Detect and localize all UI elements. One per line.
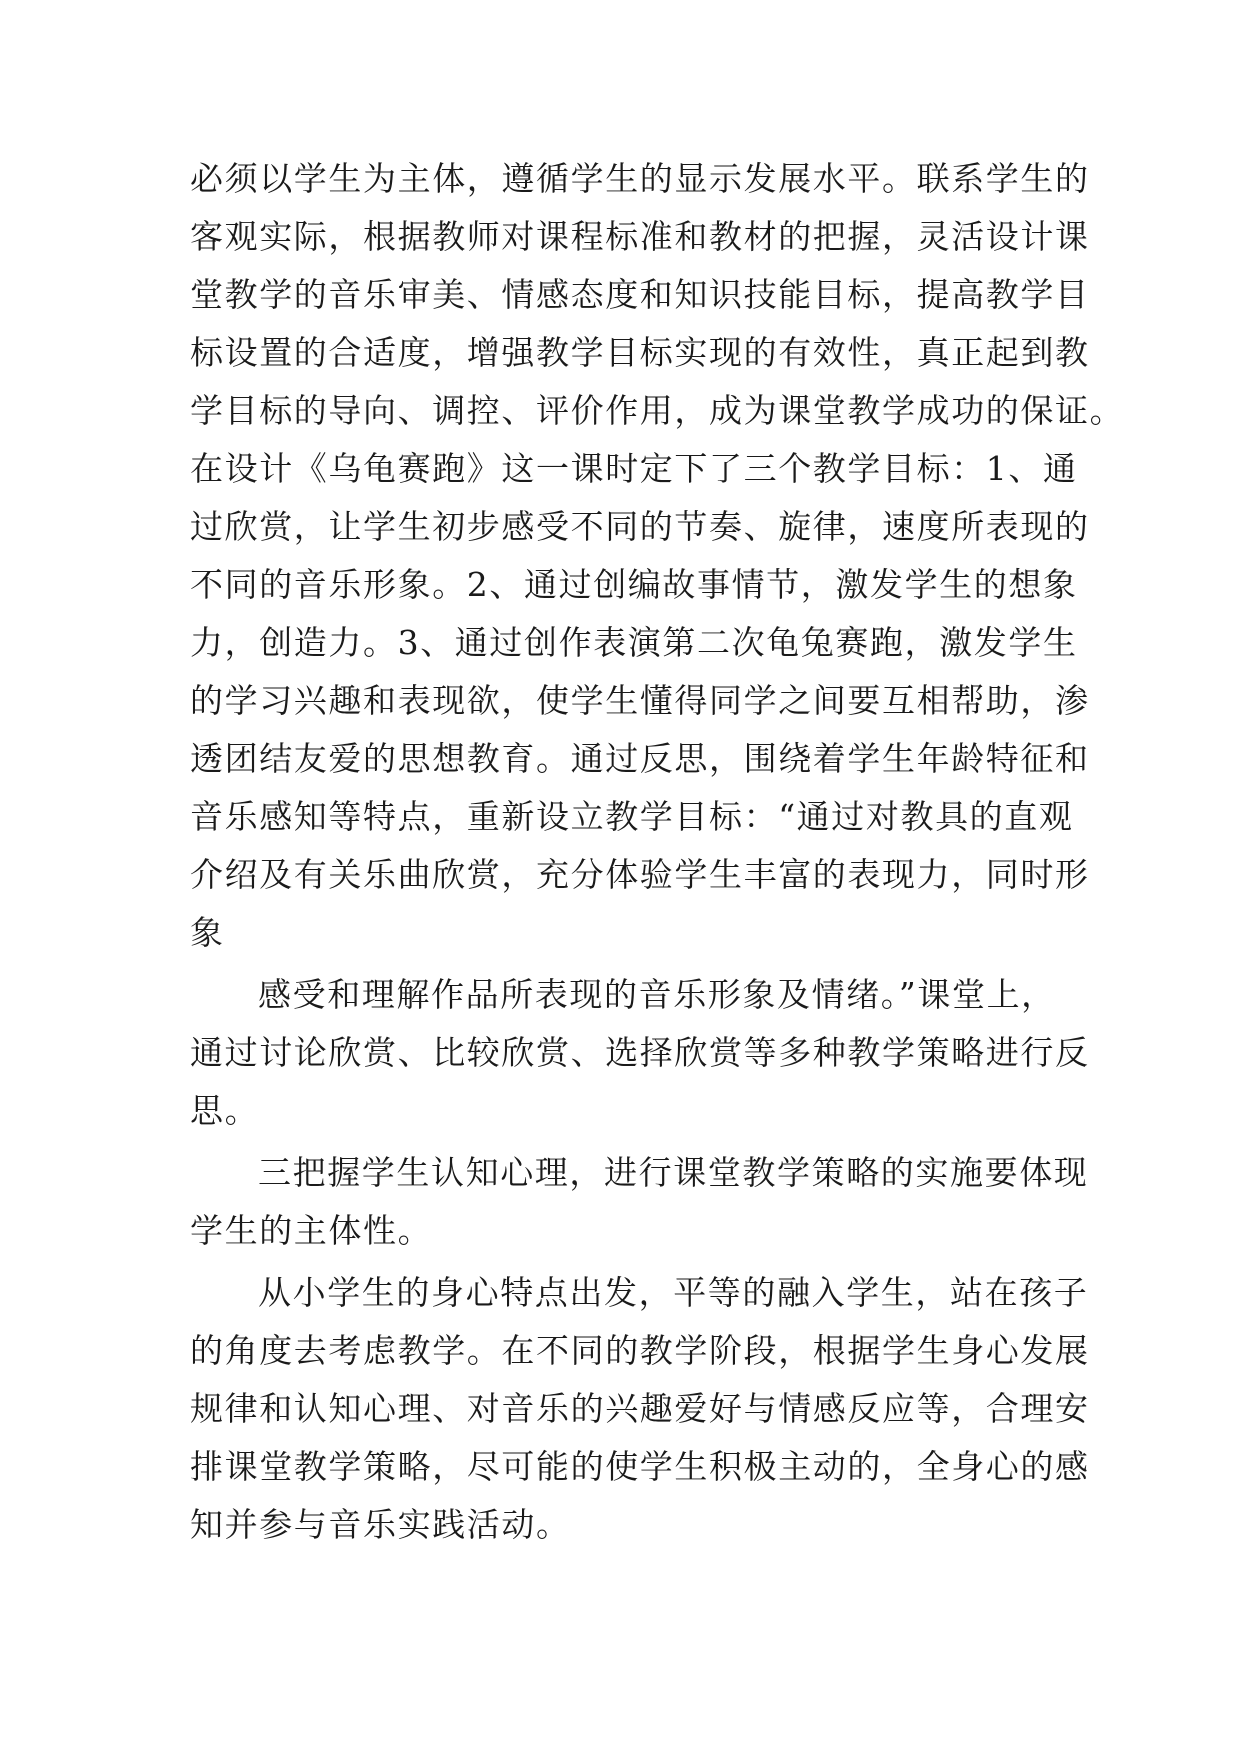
text-line: 力，创造力。3、通过创作表演第二次龟兔赛跑，激发学生 [190,623,1078,662]
text-line: 标设置的合适度，增强教学目标实现的有效性，真正起到教 [190,333,1090,372]
text-line: 介绍及有关乐曲欣赏，充分体验学生丰富的表现力，同时形 [190,855,1090,894]
text-line: 的学习兴趣和表现欲，使学生懂得同学之间要互相帮助，渗 [190,681,1090,720]
section-heading-line: 学生的主体性。 [190,1211,433,1250]
text-line: 通过讨论欣赏、比较欣赏、选择欣赏等多种教学策略进行反 [190,1033,1090,1072]
text-line: 排课堂教学策略，尽可能的使学生积极主动的，全身心的感 [190,1447,1090,1486]
text-line: 必须以学生为主体，遵循学生的显示发展水平。联系学生的 [190,159,1090,198]
text-line: 学目标的导向、调控、评价作用，成为课堂教学成功的保证。 [190,391,1125,430]
text-line: 音乐感知等特点，重新设立教学目标：“通过对教具的直观 [190,797,1074,836]
text-line: 在设计《乌龟赛跑》这一课时定下了三个教学目标：1、通 [190,449,1078,488]
document-body [190,150,1125,1554]
text-line: 思。 [190,1091,260,1130]
text-line: 规律和认知心理、对音乐的兴趣爱好与情感反应等，合理安 [190,1389,1090,1428]
text-line: 透团结友爱的思想教育。通过反思，围绕着学生年龄特征和 [190,739,1090,778]
text-line: 知并参与音乐实践活动。 [190,1505,571,1544]
text-line: 不同的音乐形象。2、通过创编故事情节，激发学生的想象 [190,565,1078,604]
text-line: 象 [190,913,225,952]
text-line: 过欣赏，让学生初步感受不同的节奏、旋律，速度所表现的 [190,507,1090,546]
text-line: 堂教学的音乐审美、情感态度和知识技能目标，提高教学目 [190,275,1090,314]
paragraph-first-line: 从小学生的身心特点出发，平等的融入学生，站在孩子 [258,1273,1089,1312]
text-line: 客观实际，根据教师对课程标准和教材的把握，灵活设计课 [190,217,1090,256]
section-heading-line: 三把握学生认知心理，进行课堂教学策略的实施要体现 [258,1153,1089,1192]
text-line: 的角度去考虑教学。在不同的教学阶段，根据学生身心发展 [190,1331,1090,1370]
paragraph-first-line: 感受和理解作品所表现的音乐形象及情绪。”课堂上， [258,975,1056,1014]
